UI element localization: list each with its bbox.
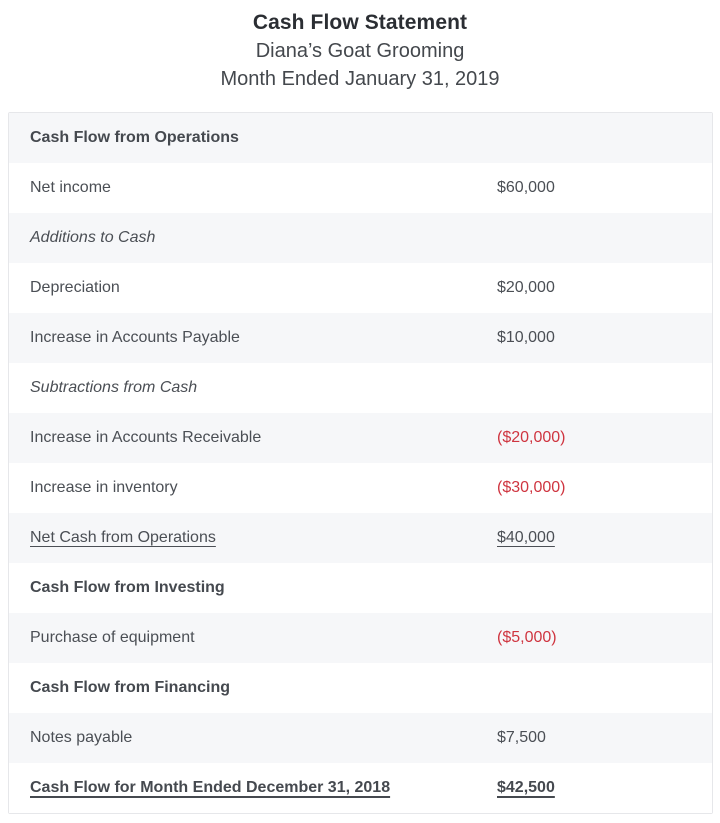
table-row-accounts-receivable	[9, 413, 712, 463]
row-value: $60,000	[497, 179, 555, 196]
row-label: Cash Flow for Month Ended December 31, 2018	[30, 779, 391, 796]
row-value: $40,000	[497, 529, 555, 546]
table-row-purchase-equipment	[9, 613, 712, 663]
row-value: $7,500	[497, 729, 546, 746]
period-line: Month Ended January 31, 2019	[220, 68, 500, 90]
row-label: Net Cash from Operations	[30, 529, 216, 546]
table-row-net-cash-operations	[9, 513, 712, 563]
row-label: Increase in inventory	[30, 479, 178, 496]
table-row-subtractions-note	[9, 363, 712, 413]
row-label: Cash Flow from Financing	[30, 679, 231, 696]
row-label: Increase in Accounts Payable	[30, 329, 240, 346]
table-row-depreciation	[9, 263, 712, 313]
cash-flow-table	[8, 112, 713, 814]
table-row-operations-header	[9, 113, 712, 163]
row-value-negative: ($5,000)	[497, 629, 557, 646]
table-row-financing-header	[9, 663, 712, 713]
table-row-net-income	[9, 163, 712, 213]
row-value: $10,000	[497, 329, 555, 346]
row-value-negative: ($20,000)	[497, 429, 566, 446]
row-label: Net income	[30, 179, 111, 196]
row-value: $20,000	[497, 279, 555, 296]
table-row-notes-payable	[9, 713, 712, 763]
table-row-investing-header	[9, 563, 712, 613]
table-row-additions-note	[9, 213, 712, 263]
row-label: Subtractions from Cash	[30, 379, 198, 396]
company-name: Diana’s Goat Grooming	[255, 40, 465, 62]
table-row-inventory	[9, 463, 712, 513]
row-label: Purchase of equipment	[30, 629, 195, 646]
row-label: Additions to Cash	[30, 229, 156, 246]
row-label: Depreciation	[30, 279, 120, 296]
row-value-negative: ($30,000)	[497, 479, 566, 496]
row-label: Notes payable	[30, 729, 133, 746]
table-row-accounts-payable	[9, 313, 712, 363]
statement-header	[0, 0, 720, 93]
row-value: $42,500	[497, 779, 555, 796]
row-label: Cash Flow from Operations	[30, 129, 239, 146]
row-label: Increase in Accounts Receivable	[30, 429, 262, 446]
row-label: Cash Flow from Investing	[30, 579, 225, 596]
table-row-grand-total	[9, 763, 712, 813]
page-title: Cash Flow Statement	[252, 11, 468, 34]
